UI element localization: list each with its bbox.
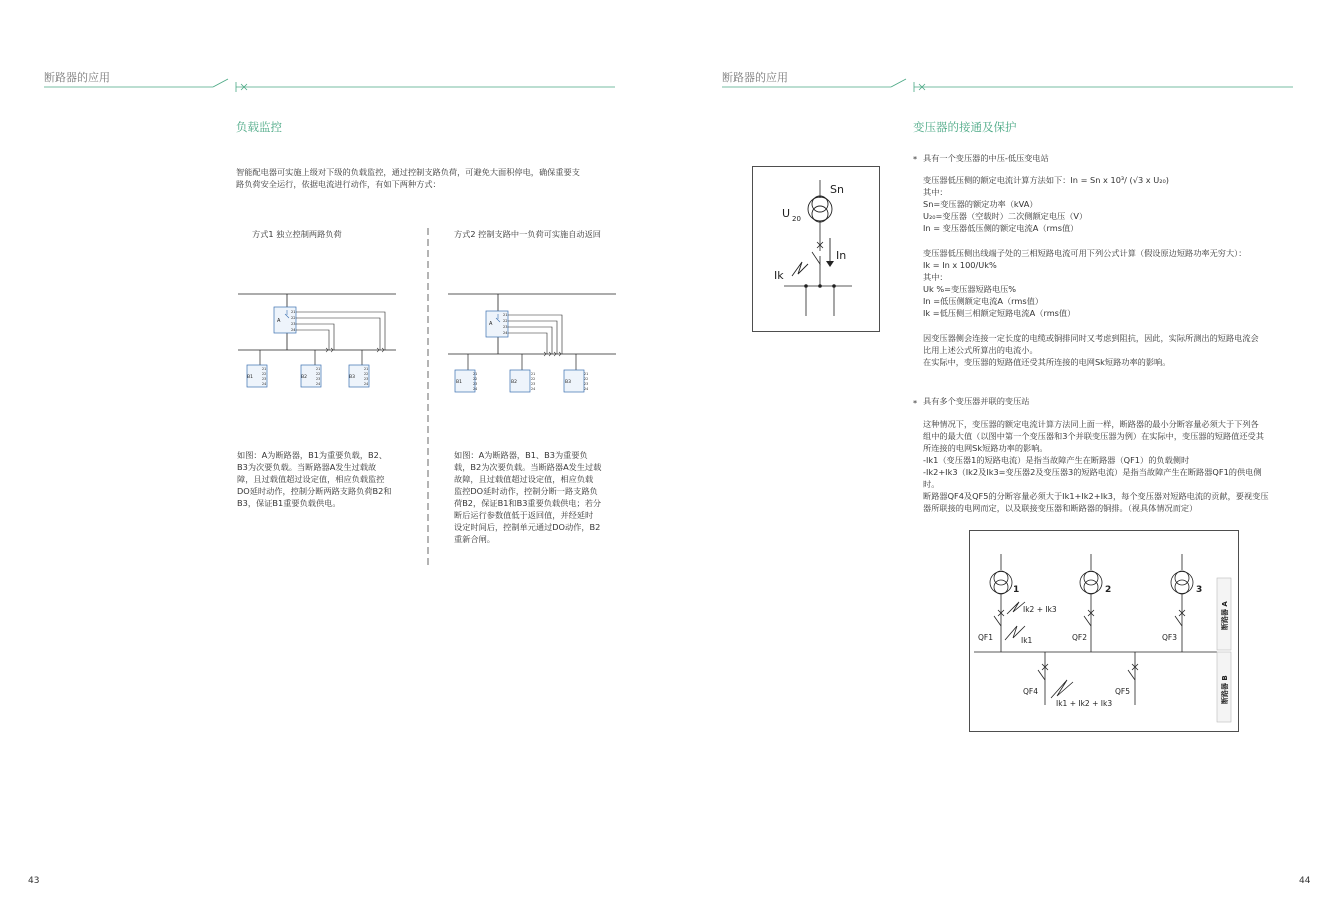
svg-text:24: 24 bbox=[503, 331, 508, 335]
svg-text:24: 24 bbox=[316, 382, 321, 386]
para4: 这种情况下，变压器的额定电流计算方法同上面一样，断路器的最小分断容量必须大于下列各 组中的最大值（以图中第一个变压器和3个并联变压器为例）在实际中，变压器的短路值还受其 所连接的电网Sk短路功率的影响。 -Ik1（变压器1的短路电流）是指当故障产生在断路器（QF1）的负载侧时 -Ik2+Ik3（Ik2及Ik3=变压器2及变压器3的短路电流）是指当故障产生在断路器QF1的供电侧 时。 断路器QF4及QF5的分断容量必须大于Ik1+Ik2+Ik3，每个变压器对短路电流的贡献，要视变压 器所联接的电网而定，以及联接变压器和断路器的铜排。（视具体情况而定） bbox=[923, 419, 1269, 513]
fig2-side-b: 断路器 B bbox=[1221, 675, 1229, 704]
fig1-u20-sub: 20 bbox=[792, 215, 801, 223]
method2-title: 方式2 控制支路中一负荷可实施自动返回 bbox=[454, 229, 601, 239]
fig2-qf1: QF1 bbox=[978, 633, 993, 642]
svg-text:24: 24 bbox=[584, 387, 589, 391]
svg-text:22: 22 bbox=[503, 319, 508, 323]
svg-text:23: 23 bbox=[316, 377, 321, 381]
para3: 因变压器侧会连接一定长度的电缆或铜排同时又考虑到阻抗，因此，实际所测出的短路电流会 比用上述公式所算出的电流小。 在实际中，变压器的短路值还受其所连接的电网Sk短路功率的影响。 bbox=[923, 333, 1259, 367]
svg-text:23: 23 bbox=[503, 325, 508, 329]
bullet1: 具有一个变压器的中压-低压变电站 bbox=[923, 153, 1049, 163]
svg-text:23: 23 bbox=[584, 382, 589, 386]
svg-text:24: 24 bbox=[531, 387, 536, 391]
svg-text:24: 24 bbox=[364, 382, 369, 386]
left-heading: 负载监控 bbox=[236, 120, 282, 134]
svg-text:24: 24 bbox=[473, 387, 478, 391]
svg-text:22: 22 bbox=[473, 377, 478, 381]
fig2-qf5: QF5 bbox=[1115, 687, 1130, 696]
fig1-u20: U bbox=[782, 207, 791, 220]
fig1-ik: Ik bbox=[774, 269, 784, 282]
method1-label-b2: B2 bbox=[301, 375, 307, 380]
fig2-qf4: QF4 bbox=[1023, 687, 1038, 696]
method1-description: 如图：A为断路器，B1为重要负载，B2、 B3为次要负载。当断路器A发生过载故 障，且过载值超过设定值，相应负载监控 DO延时动作，控制分断两路支路负荷B2和 B3，保证B1重要负载供电。 bbox=[237, 450, 392, 508]
svg-text:23: 23 bbox=[364, 377, 369, 381]
left-intro: 智能配电器可实施上级对下级的负载监控，通过控制支路负荷，可避免大面积停电，确保重要支 路负荷安全运行，依据电流进行动作，有如下两种方式： bbox=[236, 167, 580, 189]
method1-label-b1: B1 bbox=[247, 375, 253, 380]
bullet1-star: * bbox=[913, 154, 918, 164]
method1-title: 方式1 独立控制两路负荷 bbox=[252, 229, 342, 239]
svg-text:22: 22 bbox=[531, 377, 536, 381]
bullet2-star: * bbox=[913, 398, 918, 408]
svg-text:21: 21 bbox=[503, 313, 508, 317]
right-page-number: 44 bbox=[1299, 876, 1311, 886]
method2-label-b2: B2 bbox=[511, 380, 517, 385]
svg-text:21: 21 bbox=[291, 310, 296, 314]
svg-text:24: 24 bbox=[262, 382, 267, 386]
fig2-t3: 3 bbox=[1196, 585, 1203, 595]
method2-label-a: A bbox=[489, 321, 493, 327]
svg-text:23: 23 bbox=[473, 382, 478, 386]
method1-label-a: A bbox=[277, 318, 281, 324]
method2-label-b1: B1 bbox=[456, 380, 462, 385]
bullet2: 具有多个变压器并联的变压站 bbox=[923, 396, 1030, 406]
svg-text:24: 24 bbox=[291, 328, 296, 332]
para1: 变压器低压侧的额定电流计算方法如下：In = Sn x 10³/ (√3 x U₂₀) 其中： Sn=变压器的额定功率（kVA） U₂₀=变压器（空载时）二次侧额定电压（V） In = 变压器低压侧的额定电流A（rms值） bbox=[923, 175, 1169, 233]
svg-text:21: 21 bbox=[531, 372, 536, 376]
fig2-ik123: Ik1 + Ik2 + Ik3 bbox=[1056, 699, 1113, 708]
left-section-title: 断路器的应用 bbox=[44, 71, 110, 84]
svg-text:22: 22 bbox=[291, 316, 296, 320]
fig2-qf3: QF3 bbox=[1162, 633, 1177, 642]
fig2-t1: 1 bbox=[1013, 585, 1020, 595]
svg-text:23: 23 bbox=[262, 377, 267, 381]
fig2-qf2: QF2 bbox=[1072, 633, 1087, 642]
svg-text:21: 21 bbox=[262, 367, 267, 371]
parallel-transformers-figure bbox=[969, 530, 1239, 732]
transformer-figure bbox=[752, 166, 880, 332]
svg-text:21: 21 bbox=[473, 372, 478, 376]
svg-text:23: 23 bbox=[291, 322, 296, 326]
svg-text:21: 21 bbox=[364, 367, 369, 371]
right-heading: 变压器的接通及保护 bbox=[913, 120, 1017, 134]
svg-text:21: 21 bbox=[584, 372, 589, 376]
svg-text:23: 23 bbox=[531, 382, 536, 386]
svg-text:22: 22 bbox=[584, 377, 589, 381]
para2: 变压器低压侧出线端子处的三相短路电流可用下列公式计算（假设原边短路功率无穷大）： Ik = In x 100/Uk% 其中： Uk %=变压器短路电压% In =低压侧额定电流A（rms值） Ik =低压侧三相额定短路电流A（rms值） bbox=[923, 248, 1247, 318]
svg-text:22: 22 bbox=[364, 372, 369, 376]
right-section-title: 断路器的应用 bbox=[722, 71, 788, 84]
svg-text:21: 21 bbox=[316, 367, 321, 371]
left-page-number: 43 bbox=[28, 876, 40, 886]
fig2-t2: 2 bbox=[1105, 585, 1112, 595]
fig2-ik1: Ik1 bbox=[1021, 636, 1033, 645]
method1-label-b3: B3 bbox=[349, 375, 355, 380]
svg-text:22: 22 bbox=[316, 372, 321, 376]
fig1-sn: Sn bbox=[830, 183, 844, 196]
fig2-side-a: 断路器 A bbox=[1221, 601, 1229, 630]
fig1-in: In bbox=[836, 249, 847, 262]
method2-label-b3: B3 bbox=[565, 380, 571, 385]
fig2-ik23: Ik2 + Ik3 bbox=[1023, 605, 1057, 614]
method2-description: 如图：A为断路器，B1、B3为重要负 载，B2为次要负载。当断路器A发生过载 故障，且过载值超过设定值，相应负载 监控DO延时动作，控制分断一路支路负 荷B2，保证B1和B3重要负载供电；若分 断后运行参数值低于返回值，并经延时 设定时间后，控制单元通过DO动作，B2 重新合闸。 bbox=[454, 450, 602, 544]
svg-text:22: 22 bbox=[262, 372, 267, 376]
